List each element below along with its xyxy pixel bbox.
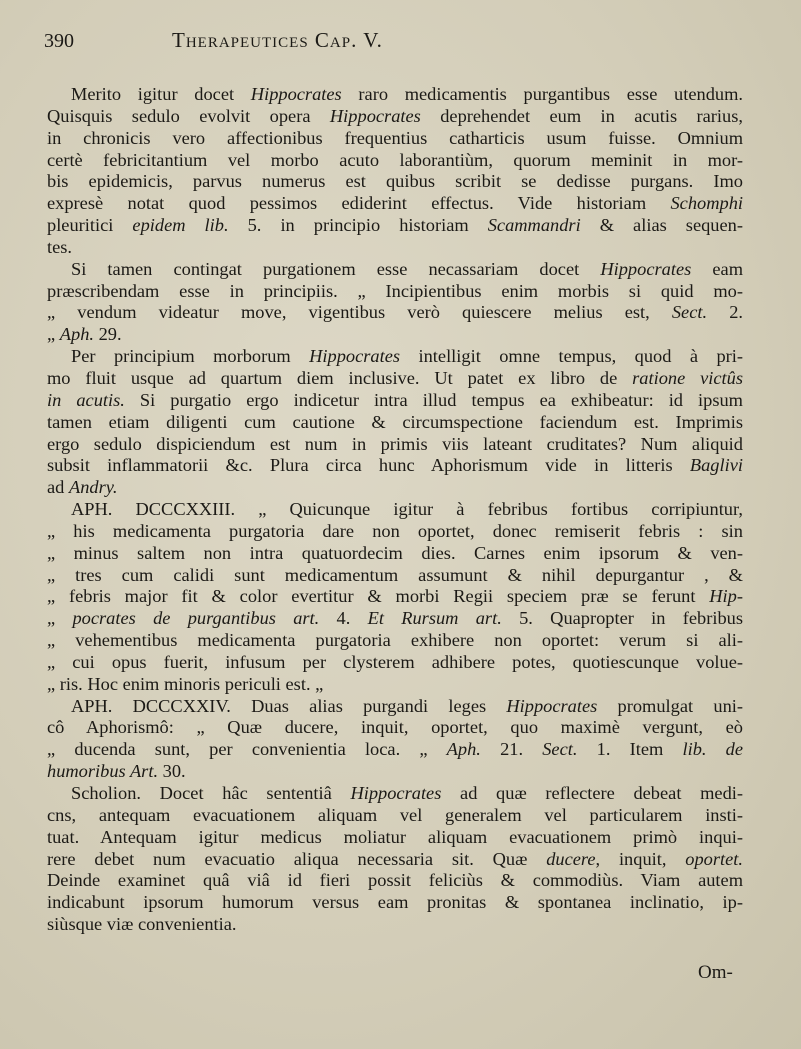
text-segment: Si tamen contingat purgationem esse necassariam docet xyxy=(71,258,601,279)
italic-text: Aph. xyxy=(59,324,94,345)
text-line xyxy=(47,412,743,434)
text-segment: 4. xyxy=(319,608,368,629)
text-segment: subsit inflammatorii &c. Plura circa hunc Aphorismum vide in litteris xyxy=(47,455,690,476)
italic-text: Sect. xyxy=(671,302,708,323)
text-line xyxy=(47,106,743,128)
text-segment: bis epidemicis, parvus numerus est quibus scribit se dedisse purgans. Imo xyxy=(47,171,743,192)
italic-text: humoribus Art. xyxy=(47,761,159,782)
text-line xyxy=(47,717,743,739)
text-line xyxy=(47,171,743,193)
italic-text: Hippocrates xyxy=(600,258,692,279)
text-segment: APH. DCCCXXIII. „ Quicunque igitur à febribus fortibus corripiuntur, xyxy=(71,499,743,520)
text-line xyxy=(47,150,743,172)
text-segment: promulgat uni- xyxy=(597,695,743,716)
italic-text: Baglivi xyxy=(689,455,743,476)
italic-text: Hippocrates xyxy=(309,346,401,367)
text-line xyxy=(47,193,743,215)
text-line xyxy=(47,237,743,259)
text-line xyxy=(47,674,743,696)
text-line xyxy=(47,215,743,237)
text-segment: ergo sedulo dispiciendum est num in primis viis lateant cruditates? Num aliquid xyxy=(47,433,743,454)
italic-text: oportet. xyxy=(685,848,743,869)
text-segment: 21. xyxy=(480,739,543,760)
text-segment: 5. Quapropter in febribus xyxy=(501,608,744,629)
text-line xyxy=(47,477,743,499)
text-line xyxy=(47,870,743,892)
text-line xyxy=(47,368,743,390)
text-line xyxy=(47,499,743,521)
text-segment: „ ris. Hoc enim minoris periculi est. „ xyxy=(47,673,324,694)
text-line xyxy=(47,565,743,587)
text-line xyxy=(47,521,743,543)
text-segment: „ vehementibus medicamenta purgatoria exhibere non oportet: verum si ali- xyxy=(47,630,743,651)
text-line xyxy=(47,390,743,412)
text-segment: „ xyxy=(47,608,73,629)
text-line xyxy=(47,259,743,281)
italic-text: epidem lib. xyxy=(132,215,229,236)
text-segment: „ tres cum calidi sunt medicamentum assumunt & nihil depurgantur , & xyxy=(47,564,743,585)
text-segment: ad xyxy=(47,477,69,498)
text-line xyxy=(47,849,743,871)
italic-text: Hippocrates xyxy=(506,695,598,716)
text-line xyxy=(47,827,743,849)
text-segment: Quisquis sedulo evolvit opera xyxy=(47,105,330,126)
text-line xyxy=(47,892,743,914)
text-segment: rere debet num evacuatio aliqua necessaria sit. Quæ xyxy=(47,848,547,869)
text-line xyxy=(47,630,743,652)
text-segment: „ minus saltem non intra quatuordecim dies. Carnes enim ipsorum & ven- xyxy=(47,542,743,563)
text-segment: 1. Item xyxy=(577,739,683,760)
text-segment: „ febris major fit & color evertitur & morbi Regii speciem præ se ferunt xyxy=(47,586,710,607)
text-line xyxy=(47,128,743,150)
text-segment: tamen etiam diligenti cum cautione & circumspectione faciendum est. Imprimis xyxy=(47,411,743,432)
text-line xyxy=(47,914,743,936)
text-segment: 5. in principio historiam xyxy=(228,215,488,236)
text-line xyxy=(47,455,743,477)
page-number: 390 xyxy=(44,30,74,52)
text-segment: cns, antequam evacuationem aliquam vel generalem vel particularem insti- xyxy=(47,804,743,825)
italic-text: Schomphi xyxy=(670,193,743,214)
text-line xyxy=(47,652,743,674)
text-segment: expresè notat quod pessimos ediderint effectus. Vide historiam xyxy=(47,193,671,214)
text-segment: „ his medicamenta purgatoria dare non oportet, donec remiserit febris : sin xyxy=(47,520,743,541)
text-segment: „ xyxy=(47,324,60,345)
italic-text: Andry. xyxy=(68,477,118,498)
text-segment: cô Aphorismô: „ Quæ ducere, inquit, oportet, quo maximè vergunt, eò xyxy=(47,717,743,738)
text-segment: Si purgatio ergo indicetur intra illud tempus ea exhibeatur: id ipsum xyxy=(124,389,743,410)
text-segment: APH. DCCCXXIV. Duas alias purgandi leges xyxy=(71,695,507,716)
running-title: Therapeutices Cap. V. xyxy=(172,28,383,52)
text-segment: „ cui opus fuerit, infusum per clysterem adhibere potes, quotiescunque volue- xyxy=(47,651,743,672)
text-segment: deprehendet eum in acutis rarius, xyxy=(420,105,743,126)
text-segment: in chronicis vero affectionibus frequentius catharticis usum fuisse. Omnium xyxy=(47,127,743,148)
text-line xyxy=(47,281,743,303)
italic-text: Scammandri xyxy=(487,215,581,236)
italic-text: in acutis. xyxy=(47,389,125,410)
text-segment: præscribendam esse in principiis. „ Incipientibus enim morbis si quid mo- xyxy=(47,280,743,301)
text-segment: pleuritici xyxy=(47,215,133,236)
text-segment: „ ducenda sunt, per convenientia loca. „ xyxy=(47,739,447,760)
text-segment: Merito igitur docet xyxy=(71,84,251,104)
text-line xyxy=(47,84,743,106)
text-segment: intelligit omne tempus, quod à pri- xyxy=(400,346,744,367)
text-segment: eam xyxy=(691,258,743,279)
text-segment: ad quæ reflectere debeat medi- xyxy=(441,783,743,803)
text-segment: raro medicamentis purgantibus esse utendum. xyxy=(341,84,743,104)
italic-text: Aph. xyxy=(446,739,481,760)
text-line xyxy=(47,761,743,783)
text-segment: , inquit, xyxy=(595,848,686,869)
text-segment: Scholion. Docet hâc sententiâ xyxy=(71,783,351,803)
text-segment: 30. xyxy=(158,761,186,782)
text-line xyxy=(47,302,743,324)
catchword: Om- xyxy=(698,962,733,983)
text-line xyxy=(47,608,743,630)
italic-text: ducere xyxy=(546,848,596,869)
text-segment: „ vendum videatur move, vigentibus verò quiescere melius est, xyxy=(47,302,672,323)
text-segment: Deinde examinet quâ viâ id fieri possit feliciùs & commodiùs. Viam autem xyxy=(47,870,743,891)
text-line xyxy=(47,739,743,761)
italic-text: Hippocrates xyxy=(329,105,421,126)
text-line xyxy=(47,783,743,805)
text-segment: tes. xyxy=(47,236,73,257)
text-segment: mo fluit usque ad quartum diem inclusive. Ut patet ex libro de xyxy=(47,367,633,388)
italic-text: ratione victûs xyxy=(632,367,744,388)
text-segment: tuat. Antequam igitur medicus moliatur aliquam evacuationem primò inqui- xyxy=(47,826,743,847)
italic-text: pocrates de purgantibus art. xyxy=(72,608,320,629)
text-segment: 29. xyxy=(94,324,122,345)
italic-text: Hippocrates xyxy=(250,84,342,104)
text-line xyxy=(47,434,743,456)
text-segment: certè febricitantium vel morbo acuto laborantiùm, quorum meminit in mor- xyxy=(47,149,743,170)
text-line xyxy=(47,805,743,827)
text-segment: Per principium morborum xyxy=(71,346,310,367)
text-segment: indicabunt ipsorum humorum versus eam pronitas & spontanea inclinatio, ip- xyxy=(47,892,743,913)
italic-text: Hip- xyxy=(709,586,743,607)
italic-text: Et Rursum art. xyxy=(367,608,502,629)
text-line xyxy=(47,696,743,718)
text-segment: 2. xyxy=(707,302,743,323)
italic-text: Hippocrates xyxy=(350,783,442,803)
text-line xyxy=(47,586,743,608)
text-line xyxy=(47,324,743,346)
italic-text: lib. de xyxy=(682,739,744,760)
body-text xyxy=(47,84,743,936)
text-segment: siùsque viæ convenientia. xyxy=(47,914,237,935)
text-segment: & alias sequen- xyxy=(580,215,743,236)
text-line xyxy=(47,543,743,565)
text-line xyxy=(47,346,743,368)
italic-text: Sect. xyxy=(542,739,578,760)
